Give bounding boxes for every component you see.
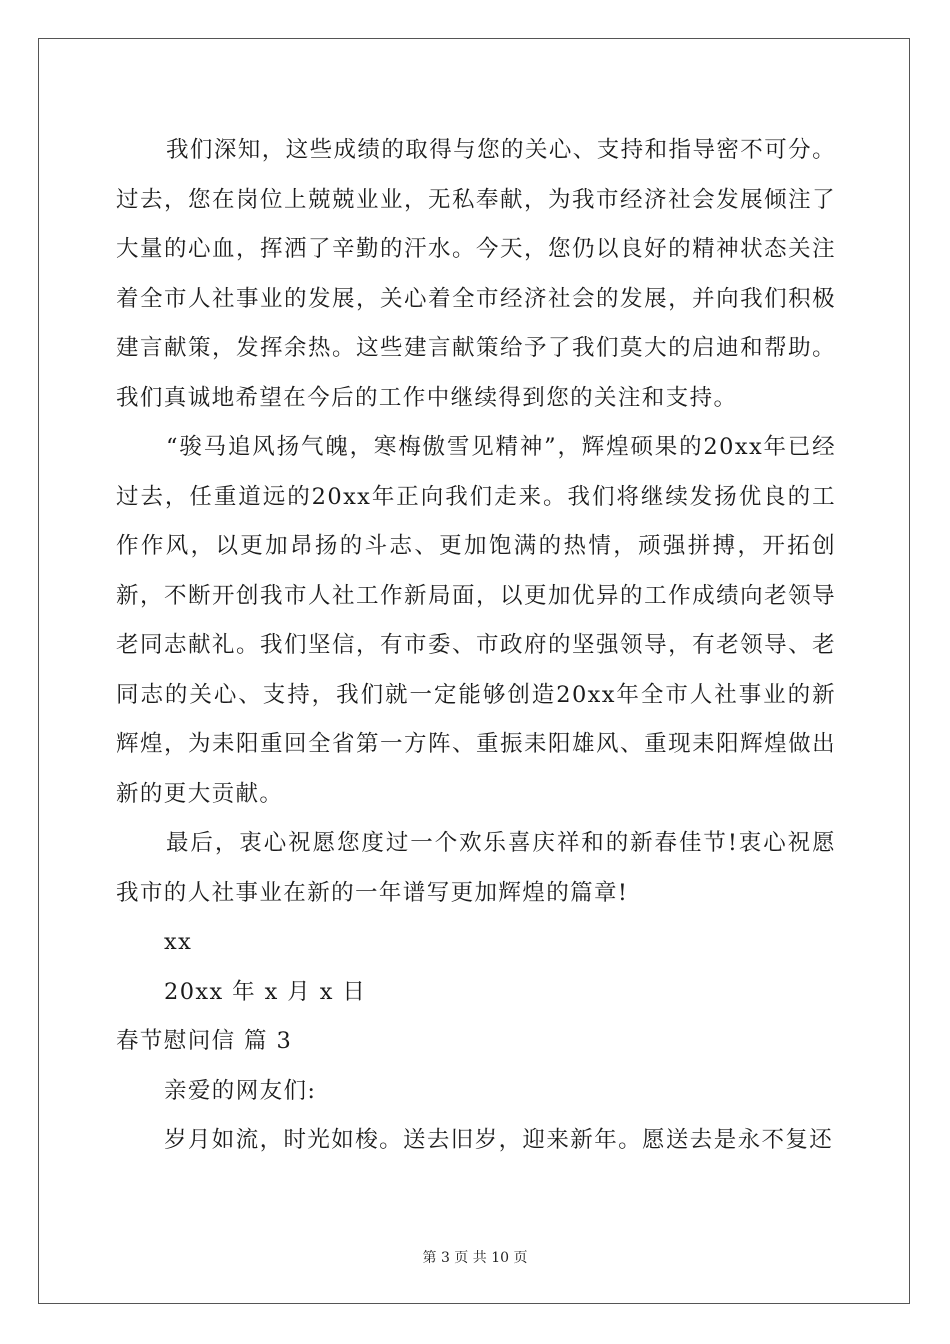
page-number-footer: 第 3 页 共 10 页 [422,1250,528,1266]
letter-date: 20xx 年 x 月 x 日 [164,978,367,1005]
signature: xx [164,929,193,955]
paragraph-new-year-outlook: “骏马追风扬气魄，寒梅傲雪见精神”，辉煌硕果的20xx年已经过去，任重道远的20xx年正向我们走来。我们将继续发扬优良的工作作风，以更加昂扬的斗志、更加饱满的热情，顽强拼搏，开拓创新，不断开创我市人社工作新局面，以更加优异的工作成绩向老领导老同志献礼。我们坚信，有市委、市政府的坚强领导，有老领导、老同志的关心、支持，我们就一定能够创造20xx年全市人社事业的新辉煌，为耒阳重回全省第一方阵、重振耒阳雄风、重现耒阳辉煌做出新的更大贡献。 [116,434,836,807]
paragraph-gratitude: 我们深知，这些成绩的取得与您的关心、支持和指导密不可分。过去，您在岗位上兢兢业业，无私奉献，为我市经济社会发展倾注了大量的心血，挥洒了辛勤的汗水。今天，您仍以良好的精神状态关注着全市人社事业的发展，关心着全市经济社会的发展，并向我们积极建言献策，发挥余热。这些建言献策给予了我们莫大的启迪和帮助。我们真诚地希望在今后的工作中继续得到您的关注和支持。 [116,137,836,411]
paragraph-opening-line: 岁月如流，时光如梭。送去旧岁，迎来新年。愿送去是永不复还 [164,1127,834,1153]
greeting: 亲爱的网友们: [164,1077,317,1104]
document-body [116,126,836,1166]
section-title: 春节慰问信 篇 3 [116,1028,293,1054]
paragraph-closing-wishes: 最后，衷心祝愿您度过一个欢乐喜庆祥和的新春佳节!衷心祝愿我市的人社事业在新的一年谱写更加辉煌的篇章! [116,830,836,906]
